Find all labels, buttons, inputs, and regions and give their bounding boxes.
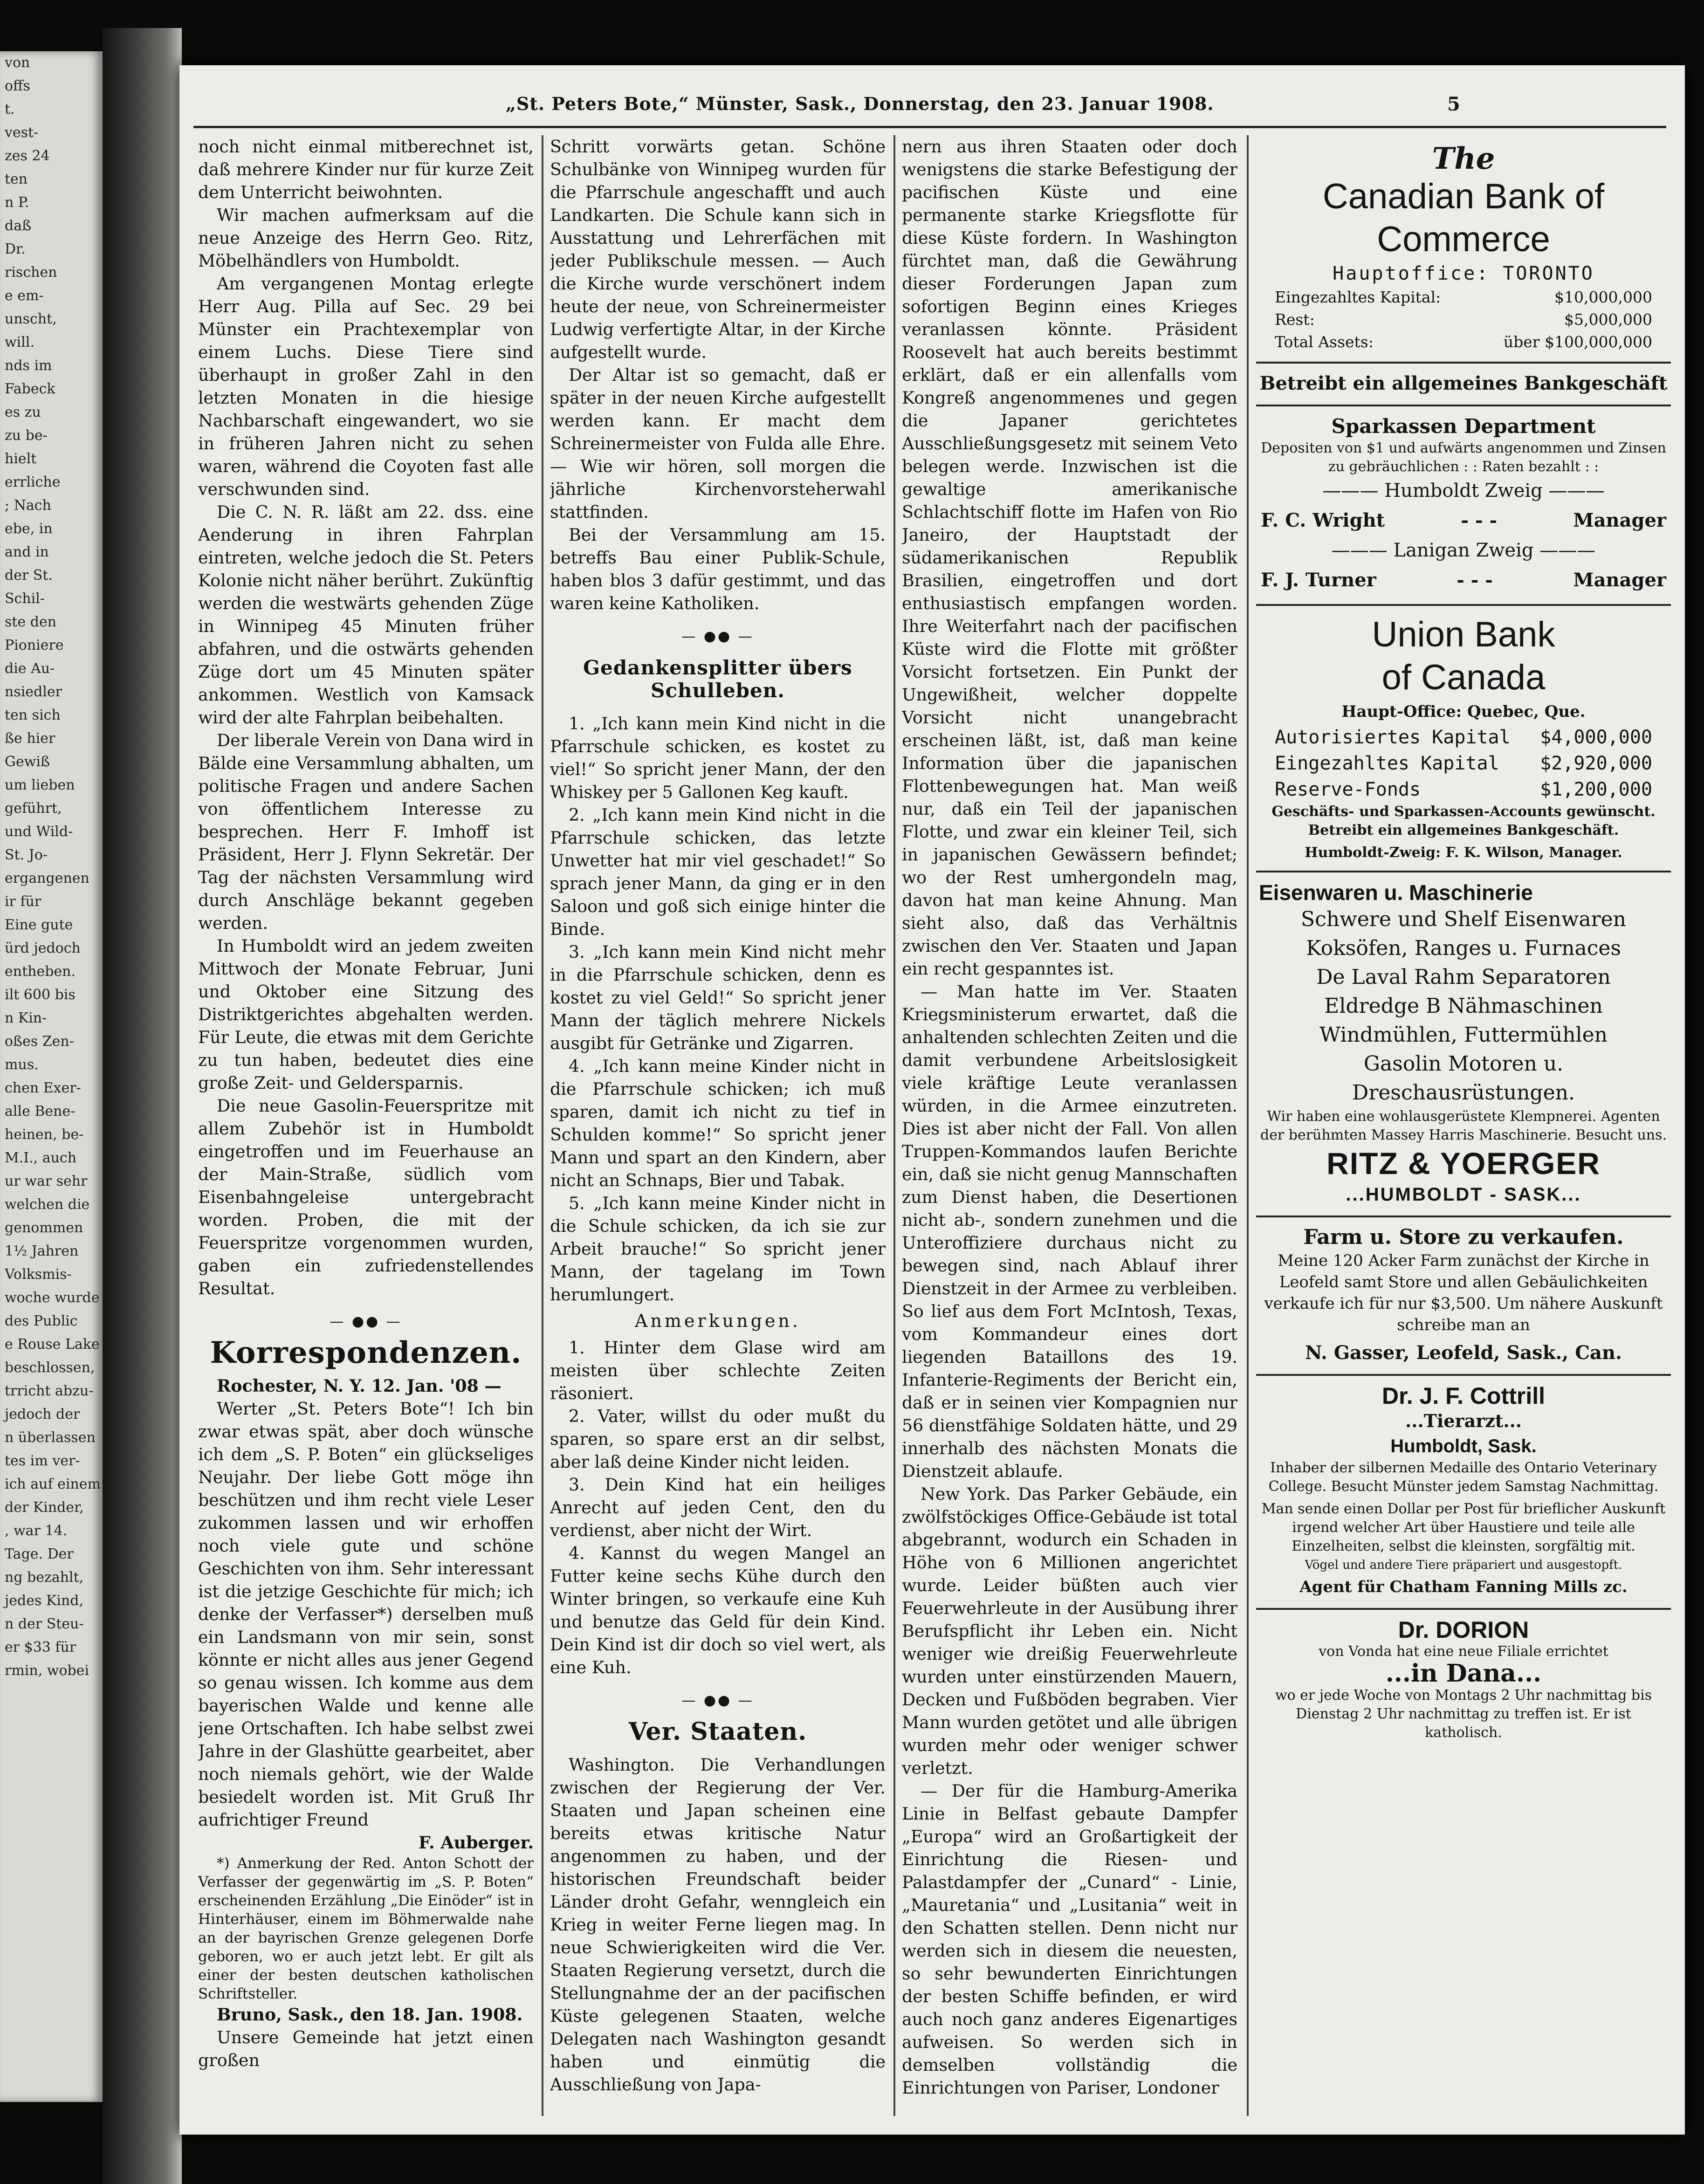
branch-label: Lanigan Zweig bbox=[1393, 540, 1534, 561]
list-item: 2. Vater, willst du oder mußt du sparen, so spare erst an dir selbst, aber laß deine Kinder nicht leiden. bbox=[550, 1406, 886, 1472]
column-rule bbox=[1247, 135, 1249, 2116]
doctor-text: Vögel und andere Tiere präpariert und ausgestopft. bbox=[1305, 1558, 1622, 1572]
prev-page-fragment: ilt 600 bis bbox=[5, 987, 76, 1003]
ad-dr-cottrill bbox=[1256, 1376, 1671, 1610]
prev-page-fragment: M.I., auch bbox=[5, 1150, 77, 1166]
bank-name-line2: of Canada bbox=[1381, 658, 1546, 697]
column-rule bbox=[542, 135, 543, 2116]
manager-title: Manager bbox=[1573, 509, 1666, 531]
prev-page-fragment: beschlossen, bbox=[5, 1360, 95, 1376]
ad-canadian-bank-of-commerce bbox=[1256, 135, 1671, 364]
prev-page-fragment: ße hier bbox=[5, 730, 55, 747]
letter-paragraph: Werter „St. Peters Bote“! Ich bin zwar etwas spät, aber doch wünsche ich dem „S. P. Boten“ ein glückseliges Neujahr. Der liebe Gott möge ihn beschützen und ihm recht viele Leser zukommen lassen und wir erhoffen noch viele gute und schöne Geschichten von ihm. Sehr interessant ist die jetzige Geschichte für mich; ich denke der Verfasser*) derselben muß ein Landsmann von mir sein, sonst könnte er nicht alles aus jener Gegend so genau wissen. Ich komme aus dem bayerischen Walde und kenne alle jene Ortschaften. Ich habe selbst zwei Jahre in der Glashütte gearbeitet, aber noch niemals gehört, wie der Walde besiedelt worden ist. Mit Gruß Ihr aufrichtiger Freund bbox=[198, 1399, 534, 1830]
section-heading-gedankensplitter: Gedankensplitter übers Schulleben. bbox=[583, 656, 852, 702]
row-label: Total Assets: bbox=[1275, 333, 1374, 351]
prev-page-fragment: welchen die bbox=[5, 1196, 90, 1213]
prev-page-fragment: er $33 für bbox=[5, 1639, 76, 1655]
prev-page-fragment: ürd jedoch bbox=[5, 940, 81, 956]
prev-page-fragment: nsiedler bbox=[5, 684, 62, 700]
prev-page-fragment: ng bezahlt, bbox=[5, 1569, 84, 1586]
prev-page-fragment: von bbox=[5, 55, 30, 71]
farm-contact: N. Gasser, Leofeld, Sask., Can. bbox=[1305, 1342, 1622, 1364]
product-item: Windmühlen, Futtermühlen bbox=[1319, 1023, 1608, 1047]
prev-page-fragment: jedes Kind, bbox=[5, 1593, 84, 1609]
rest-row bbox=[1256, 309, 1671, 331]
prev-page-fragment: Tage. Der bbox=[5, 1546, 74, 1562]
prev-page-fragment: n der Steu- bbox=[5, 1616, 84, 1632]
letter-signature: F. Auberger. bbox=[418, 1833, 534, 1853]
prev-page-fragment: Eine gute bbox=[5, 917, 73, 933]
branch-lanigan: ——— Lanigan Zweig ——— bbox=[1331, 540, 1596, 561]
row-label: Eingezahltes Kapital: bbox=[1275, 288, 1441, 306]
capital-row bbox=[1256, 724, 1671, 750]
article-paragraph: nern aus ihren Staaten oder doch wenigstens die starke Befestigung der pacifischen Küste und eine permanente starke Kriegsflotte für diese Küste fordern. In Washington fürchtet man, daß die Gewährung dieser Forderungen Japan zum sofortigen Beginn eines Krieges veranlassen könnte. Präsident Roosevelt hat auch bereits bestimmt erklärt, daß er ein allenfalls vom Kongreß angenommenes und gegen die Japaner gerichtetes Ausschließungsgesetz mit seinem Veto belegen werde. Inzwischen ist die gewaltige amerikanische Schlachtschiff flotte im Hafen von Rio Janeiro, der Hauptstadt der südamerikanischen Republik Brasilien, eingetroffen und dort enthusiastisch empfangen worden. Ihre Weiterfahrt nach der pacifischen Küste wird die Flotte mit größter Vorsicht fortsetzen. Ein Punkt der Ungewißheit, welcher doppelte Vorsicht nicht unangebracht erscheinen läßt, ist, daß man keine Information über die japanischen Flottenbewegungen hat. Man weiß nur, daß ein Teil der japanischen Flotte, und zwar ein kleiner Teil, sich in japanischen Gewässern befindet; wo der Rest umhergondeln mag, davon hat man keine Ahnung. Man sieht also, daß das Verhältnis zwischen den Ver. Staaten und Japan ein recht gespanntes ist. bbox=[902, 137, 1237, 979]
article-paragraph: Unsere Gemeinde hat jetzt einen großen bbox=[198, 2027, 534, 2070]
article-paragraph: Am vergangenen Montag erlegte Herr Aug. Pilla auf Sec. 29 bei Münster ein Prachtexemplar von einem Luchs. Diese Tiere sind überhaupt in großer Zahl in den letzten Monaten in die hiesige Nachbarschaft eingewandert, wo sie in früheren Jahren nicht zu sehen waren, während die Coyoten fast alle verschwunden sind. bbox=[198, 274, 534, 499]
product-item: Eldredge B Nähmaschinen bbox=[1324, 994, 1603, 1018]
manager-row bbox=[1256, 505, 1671, 536]
column-1 bbox=[198, 135, 534, 2116]
doctor-name: Dr. J. F. Cottrill bbox=[1381, 1383, 1546, 1409]
union-text: Geschäfts- und Sparkassen-Accounts gewünscht. Betreibt ein allgemeines Bankgeschäft. bbox=[1271, 804, 1656, 838]
editor-footnote: *) Anmerkung der Red. Anton Schott der Verfasser der gegenwärtig im „S. P. Boten“ erscheinenden Erzählung „Die Einöder“ ist in Hinterhäuser, einem im Böhmerwalde nahe an der bayrischen Grenze gelegenen Dorfe geboren, wo er auch jetzt lebt. Er gilt als einer der besten deutschen katholischen Schriftsteller. bbox=[198, 1855, 534, 2002]
ritz-text: Wir haben eine wohlausgerüstete Klempnerei. Agenten der berühmten Massey Harris Maschinerie. Besucht uns. bbox=[1260, 1108, 1667, 1143]
prev-page-fragment: St. Jo- bbox=[5, 847, 48, 863]
list-item: 4. „Ich kann meine Kinder nicht in die Pfarrschule schicken; ich muß sparen, damit ich nicht zu tief in Schulden komme!“ So spricht jener Mann und spart an den Kindern, aber nicht an Schnaps, Bier und Tabak. bbox=[550, 1056, 886, 1190]
page-header bbox=[179, 84, 1685, 126]
ornament-divider: — ●● — bbox=[681, 1692, 754, 1709]
prev-page-fragment: rmin, wobei bbox=[5, 1662, 89, 1679]
ad-ritz-yoerger bbox=[1256, 872, 1671, 1217]
article-paragraph: Die C. N. R. läßt am 22. dss. eine Aenderung in ihren Fahrplan eintreten, welche jedoch die St. Peters Kolonie nicht näher berührt. Zukünftig werden die westwärts gehenden Züge in Winnipeg 45 Minuten früher abfahren, und die ostwärts gehenden Züge dort um 45 Minuten später ankommen. Westlich von Kamsack wird der alte Fahrplan beibehalten. bbox=[198, 502, 534, 728]
bruno-dateline: Bruno, Sask., den 18. Jan. 1908. bbox=[217, 2005, 523, 2025]
prev-page-fragment: ur war sehr bbox=[5, 1173, 88, 1189]
paid-capital-row bbox=[1256, 750, 1671, 776]
prev-page-fragment: ; Nach bbox=[5, 497, 51, 514]
ad-cbc-savings bbox=[1256, 406, 1671, 606]
assets-row bbox=[1256, 331, 1671, 353]
row-value: $5,000,000 bbox=[1564, 310, 1652, 329]
row-value: $1,200,000 bbox=[1540, 779, 1652, 800]
head-office: Hauptoffice: TORONTO bbox=[1333, 263, 1594, 284]
row-value: $4,000,000 bbox=[1540, 727, 1652, 748]
prev-page-fragment: um lieben bbox=[5, 777, 75, 793]
prev-page-fragment: vest- bbox=[5, 124, 39, 141]
prev-page-fragment: tes im ver- bbox=[5, 1453, 80, 1469]
doctor-text: Man sende einen Dollar per Post für brieflicher Auskunft irgend welcher Art über Haustiere und teile alle Einzelheiten, selbst die kleinsten, sorgfältig mit. bbox=[1261, 1501, 1666, 1554]
ad-farm-for-sale bbox=[1256, 1217, 1671, 1376]
prev-page-fragment: Volksmis- bbox=[5, 1266, 72, 1283]
row-value: $2,920,000 bbox=[1540, 753, 1652, 774]
product-item: De Laval Rahm Separatoren bbox=[1316, 965, 1611, 989]
page-number: 5 bbox=[1447, 93, 1460, 115]
prev-page-fragment: e em- bbox=[5, 288, 44, 304]
company-name: RITZ & YOERGER bbox=[1326, 1146, 1601, 1181]
hardware-heading: Eisenwaren u. Maschinerie bbox=[1259, 880, 1533, 905]
ornament-divider: — ●● — bbox=[330, 1313, 402, 1330]
prev-page-fragment: e Rouse Lake bbox=[5, 1336, 100, 1353]
doctor-name: Dr. DORION bbox=[1398, 1617, 1529, 1643]
prev-page-fragment: der St. bbox=[5, 567, 53, 584]
article-paragraph: Der Altar ist so gemacht, daß er später in der neuen Kirche aufgestellt werden kann. Er macht dem Schreinermeister von Fulda alle Ehre. — Wie wir hören, soll morgen die jährliche Kirchenvorsteherwahl stattfinden. bbox=[550, 365, 886, 522]
letter-dateline: Rochester, N. Y. 12. Jan. '08 — bbox=[217, 1376, 502, 1396]
prev-page-fragment: Gewiß bbox=[5, 754, 50, 770]
column-2 bbox=[550, 135, 886, 2116]
prev-page-fragment: der Kinder, bbox=[5, 1499, 84, 1516]
row-value: über $100,000,000 bbox=[1503, 333, 1652, 351]
running-title: „St. Peters Bote,“ Münster, Sask., Donnerstag, den 23. Januar 1908. bbox=[506, 93, 1214, 114]
list-item: 1. „Ich kann mein Kind nicht in die Pfarrschule schicken, es kostet zu viel!“ So spricht jener Mann, der den Whiskey per 5 Gallonen Keg kauft. bbox=[550, 714, 886, 802]
article-paragraph: Bei der Versammlung am 15. betreffs Bau einer Publik-Schule, haben blos 3 dafür gestimmt, und das waren keine Katholiken. bbox=[550, 525, 886, 613]
prev-page-fragment: daß bbox=[5, 218, 32, 234]
ad-the-word: The bbox=[1432, 141, 1495, 176]
ornament-divider: — ●● — bbox=[681, 628, 754, 645]
prev-page-fragment: ich auf einem bbox=[5, 1476, 101, 1492]
prev-page-fragment: es zu bbox=[5, 404, 41, 420]
prev-page-fragment: alle Bene- bbox=[5, 1103, 76, 1119]
doctor-place: Humboldt, Sask. bbox=[1390, 1436, 1537, 1456]
dashes: - - - bbox=[1461, 509, 1498, 531]
prev-page-fragment: n überlassen bbox=[5, 1429, 96, 1446]
prev-page-fragment: jedoch der bbox=[5, 1406, 80, 1422]
prev-page-fragment: Fabeck bbox=[5, 381, 55, 397]
prev-page-fragment: n Kin- bbox=[5, 1010, 47, 1026]
prev-page-fragment: heinen, be- bbox=[5, 1126, 84, 1143]
manager-name: F. C. Wright bbox=[1261, 509, 1385, 531]
column-rule bbox=[893, 135, 895, 2116]
article-paragraph: Die neue Gasolin-Feuerspritze mit allem Zubehör ist in Humboldt eingetroffen und im Feuerhause an der Main-Straße, südlich vom Eisenbahngeleise untergebracht worden. Proben, die mit der Feuerspritze vorgenommen wurden, gaben ein zufriedenstellendes Resultat. bbox=[198, 1096, 534, 1298]
manager-title: Manager bbox=[1573, 569, 1666, 591]
farm-heading: Farm u. Store zu verkaufen. bbox=[1303, 1225, 1624, 1249]
prev-page-fragment: genommen bbox=[5, 1220, 83, 1236]
row-label: Rest: bbox=[1275, 310, 1315, 329]
prev-page-fragment: Pioniere bbox=[5, 637, 64, 653]
product-item: Koksöfen, Ranges u. Furnaces bbox=[1305, 936, 1622, 960]
ad-union-bank bbox=[1256, 606, 1671, 872]
article-paragraph: — Der für die Hamburg-Amerika Linie in Belfast gebaute Dampfer „Europa“ wird an Großartigkeit der Einrichtung die Riesen- und Palastdampfer der „Cunard“ - Linie, „Mauretania“ und „Lusitania“ weit in den Schatten stellen. Denn nicht nur werden sich in diesem die neuesten, so sehr bewunderten Einrichtungen der besten Schiffe befinden, er wird auch noch ganz anderes Eigenartiges aufweisen. So werden sich in demselben vollständig die Einrichtungen von Pariser, Londoner bbox=[902, 1781, 1237, 2098]
prev-page-fragment: zes 24 bbox=[5, 148, 50, 164]
list-item: 2. „Ich kann mein Kind nicht in die Pfarrschule schicken, das letzte Unwetter hat mir viel geschadet!“ So sprach jener Mann, da ging er in den Saloon und goß sich einige hinter die Binde. bbox=[550, 805, 886, 939]
prev-page-fragment: die Au- bbox=[5, 660, 55, 677]
prev-page-fragment: n P. bbox=[5, 194, 29, 211]
farm-text: Meine 120 Acker Farm zunächst der Kirche in Leofeld samt Store und allen Gebäulichkeiten verkaufe ich für nur $3,500. Um nähere Auskunft schreibe man an bbox=[1264, 1251, 1663, 1334]
row-value: $10,000,000 bbox=[1554, 288, 1652, 306]
previous-page-edge bbox=[0, 51, 103, 2102]
prev-page-fragment: nds im bbox=[5, 357, 52, 374]
prev-page-fragment: t. bbox=[5, 101, 15, 117]
prev-page-fragment: unscht, bbox=[5, 311, 57, 327]
prev-page-fragment: ten sich bbox=[5, 707, 61, 723]
prev-page-fragment: oßes Zen- bbox=[5, 1033, 74, 1050]
union-branch: Humboldt-Zweig: F. K. Wilson, Manager. bbox=[1305, 845, 1622, 861]
branch-humboldt: ——— Humboldt Zweig ——— bbox=[1322, 480, 1605, 501]
prev-page-fragment: ebe, in bbox=[5, 521, 53, 537]
header-rule bbox=[193, 126, 1666, 128]
prev-page-fragment: and in bbox=[5, 544, 49, 560]
manager-row bbox=[1256, 565, 1671, 596]
savings-text: Depositen von $1 und aufwärts angenommen und Zinsen zu gebräuchlichen : : Raten bezahlt : : bbox=[1261, 440, 1666, 475]
bank-name: Union Bank bbox=[1372, 615, 1555, 654]
advertisement-column bbox=[1256, 135, 1671, 2116]
section-heading-korrespondenzen: Korrespondenzen. bbox=[210, 1335, 522, 1370]
prev-page-fragment: entheben. bbox=[5, 963, 76, 980]
prev-page-fragment: 1½ Jahren bbox=[5, 1243, 79, 1259]
list-item: 1. Hinter dem Glase wird am meisten über schlechte Zeiten räsoniert. bbox=[550, 1338, 886, 1403]
prev-page-fragment: hielt bbox=[5, 451, 37, 467]
article-paragraph: Wir machen aufmerksam auf die neue Anzeige des Herrn Geo. Ritz, Möbelhändlers von Humboldt. bbox=[198, 205, 534, 271]
prev-page-fragment: Schil- bbox=[5, 591, 45, 607]
newspaper-page bbox=[179, 65, 1685, 2135]
prev-page-fragment: trricht abzu- bbox=[5, 1383, 94, 1399]
savings-department: Sparkassen Department bbox=[1331, 415, 1596, 438]
prev-page-fragment: und Wild- bbox=[5, 824, 73, 840]
doctor-text: von Vonda hat eine neue Filiale errichtet bbox=[1319, 1643, 1608, 1660]
head-office: Haupt-Office: Quebec, Que. bbox=[1341, 702, 1586, 721]
doctor-place: ...in Dana... bbox=[1385, 1659, 1542, 1688]
doctor-text: wo er jede Woche von Montags 2 Uhr nachmittag bis Dienstag 2 Uhr nachmittag zu treffen ist. Er ist katholisch. bbox=[1275, 1687, 1652, 1741]
article-paragraph: Washington. Die Verhandlungen zwischen der Regierung der Ver. Staaten und Japan scheinen eine bereits etwas kritische Natur angenommen zu haben, und der historischen Freundschaft beider Länder droht Gefahr, wenngleich ein Krieg in weiter Ferne liegen mag. In neue Schwierigkeiten wird die Ver. Staaten Regierung versetzt, durch die Stellungnahme der an der pacifischen Küste gelegenen Staaten, welche Delegaten nach Washington gesandt haben und einmütig die Ausschließung von Japa- bbox=[550, 1755, 886, 2095]
article-paragraph: noch nicht einmal mitberechnet ist, daß mehrere Kinder nur für kurze Zeit dem Unterricht beiwohnten. bbox=[198, 137, 534, 202]
prev-page-fragment: geführt, bbox=[5, 800, 62, 817]
prev-page-fragment: ten bbox=[5, 171, 28, 187]
ad-cbc-business bbox=[1256, 364, 1671, 406]
branch-label: Humboldt Zweig bbox=[1384, 480, 1543, 501]
prev-page-fragment: ir für bbox=[5, 893, 41, 910]
prev-page-fragment: ergangenen bbox=[5, 870, 89, 886]
product-item: Schwere und Shelf Eisenwaren bbox=[1300, 907, 1627, 931]
prev-page-fragment: rischen bbox=[5, 264, 57, 281]
prev-page-fragment: ste den bbox=[5, 614, 57, 630]
reserve-row bbox=[1256, 776, 1671, 803]
row-label: Reserve-Fonds bbox=[1275, 779, 1421, 800]
article-paragraph: — Man hatte im Ver. Staaten Kriegsministerum erwartet, daß die anhaltenden schlechten Zeiten und die damit verbundene Arbeitslosigkeit viele kräftige Leute veranlassen würden, in die Armee einzutreten. Dies ist aber nicht der Fall. Von allen Truppen-Kommandos laufen Berichte ein, daß sie nicht genug Mannschaften zum Dienst haben, die Desertionen nicht ab-, sondern zunehmen und die Unteroffiziere durchaus nicht zu bewegen sind, nach Ablauf ihrer Dienstzeit in der Armee zu verbleiben. So lief aus dem Fort McIntosh, Texas, vom Kommandeur eines dort liegenden Bataillons des 19. Infanterie-Regiments der Bericht ein, daß er in seinen vier Kompagnien nur 56 dienstfähige Soldaten hätte, und 29 innerhalb des nächsten Monats die Dienstzeit ablaufe. bbox=[902, 982, 1237, 1481]
bank-name: Canadian Bank of Commerce bbox=[1322, 177, 1605, 259]
list-item: 4. Kannst du wegen Mangel an Futter keine sechs Kühe durch den Winter bringen, so verkaufe eine Kuh und benutze das Geld für dein Kind. Dein Kind ist dir doch so viel wert, als eine Kuh. bbox=[550, 1543, 886, 1677]
article-paragraph: In Humboldt wird an jedem zweiten Mittwoch der Monate Februar, Juni und Oktober eine Sitzung des Distriktgerichtes abgehalten werden. Für Leute, die etwas mit dem Gerichte zu tun haben, bedeutet dies eine große Zeit- und Geldersparnis. bbox=[198, 936, 534, 1093]
row-label: Autorisiertes Kapital bbox=[1275, 727, 1511, 748]
prev-page-fragment: zu be- bbox=[5, 427, 48, 444]
article-paragraph: New York. Das Parker Gebäude, ein zwölfstöckiges Office-Gebäude ist total abgebrannt, wodurch ein Schaden in Höhe von 6 Millionen angerichtet wurde. Leider büßten auch vier Feuerwehrleute in der Ausübung ihrer Berufspflicht ihr Leben ein. Nicht weniger wie dreißig Feuerwehrleute wurden unter einstürzenden Mauern, Decken und Fußböden begraben. Vier Mann wurden getötet und alle übrigen wurden mehr oder weniger schwer verletzt. bbox=[902, 1484, 1237, 1778]
doctor-agent: Agent für Chatham Fanning Mills zc. bbox=[1299, 1578, 1628, 1596]
prev-page-fragment: errliche bbox=[5, 474, 61, 490]
list-item: 3. Dein Kind hat ein heiliges Anrecht auf jeden Cent, den du verdienst, aber nicht der Wirt. bbox=[550, 1475, 886, 1540]
book-gutter bbox=[103, 28, 182, 2184]
prev-page-fragment: will. bbox=[5, 334, 34, 350]
prev-page-fragment: chen Exer- bbox=[5, 1080, 81, 1096]
prev-page-fragment: des Public bbox=[5, 1313, 78, 1329]
bank-tagline: Betreibt ein allgemeines Bankgeschäft bbox=[1259, 372, 1668, 394]
column-3 bbox=[902, 135, 1237, 2116]
company-location: ...HUMBOLDT - SASK... bbox=[1346, 1184, 1581, 1205]
prev-page-fragment: offs bbox=[5, 78, 30, 94]
doctor-text: Inhaber der silbernen Medaille des Ontario Veterinary College. Besucht Münster jedem Samstag Nachmittag. bbox=[1268, 1460, 1659, 1495]
prev-page-fragment: mus. bbox=[5, 1057, 39, 1073]
prev-page-fragment: Dr. bbox=[5, 241, 26, 257]
article-paragraph: Der liberale Verein von Dana wird in Bälde eine Versammlung abhalten, um politische Fragen und andere Sachen von öffentlichem Interesse zu besprechen. Herr F. Imhoff ist Präsident, Herr J. Flynn Sekretär. Der Tag der nächsten Versammlung wird durch Anschläge bekannt gegeben werden. bbox=[198, 730, 534, 933]
capital-row bbox=[1256, 286, 1671, 309]
article-paragraph: Schritt vorwärts getan. Schöne Schulbänke von Winnipeg wurden für die Pfarrschule angeschafft und auch Landkarten. Die Schule kann sich in Ausstattung und Lehrerfächen mit jeder Publikschule messen. — Auch die Kirche wurde verschönert indem heute der neue, von Schreinermeister Ludwig verfertigte Altar, in der Kirche aufgestellt wurde. bbox=[550, 137, 886, 362]
product-item: Gasolin Motoren u. Dreschausrüstungen. bbox=[1352, 1052, 1575, 1105]
prev-page-fragment: woche wurde bbox=[5, 1290, 100, 1306]
list-item: 5. „Ich kann meine Kinder nicht in die Schule schicken, da ich sie zur Arbeit brauche!“ So spricht jener Mann, der tagelang im Town herumlungert. bbox=[550, 1193, 886, 1305]
subheading-anmerkungen: Anmerkungen. bbox=[635, 1311, 801, 1331]
doctor-title: ...Tierarzt... bbox=[1405, 1410, 1522, 1431]
manager-name: F. J. Turner bbox=[1261, 569, 1376, 591]
dashes: - - - bbox=[1457, 569, 1493, 591]
list-item: 3. „Ich kann mein Kind nicht mehr in die Pfarrschule schicken, denn es kostet zu viel Geld!“ So spricht jener Mann der täglich mehrere Nickels ausgibt für Getränke und Zigarren. bbox=[550, 942, 886, 1053]
prev-page-fragment: , war 14. bbox=[5, 1523, 68, 1539]
row-label: Eingezahltes Kapital bbox=[1275, 753, 1499, 774]
section-heading-ver-staaten: Ver. Staaten. bbox=[628, 1717, 807, 1746]
ad-dr-dorion bbox=[1256, 1610, 1671, 1751]
